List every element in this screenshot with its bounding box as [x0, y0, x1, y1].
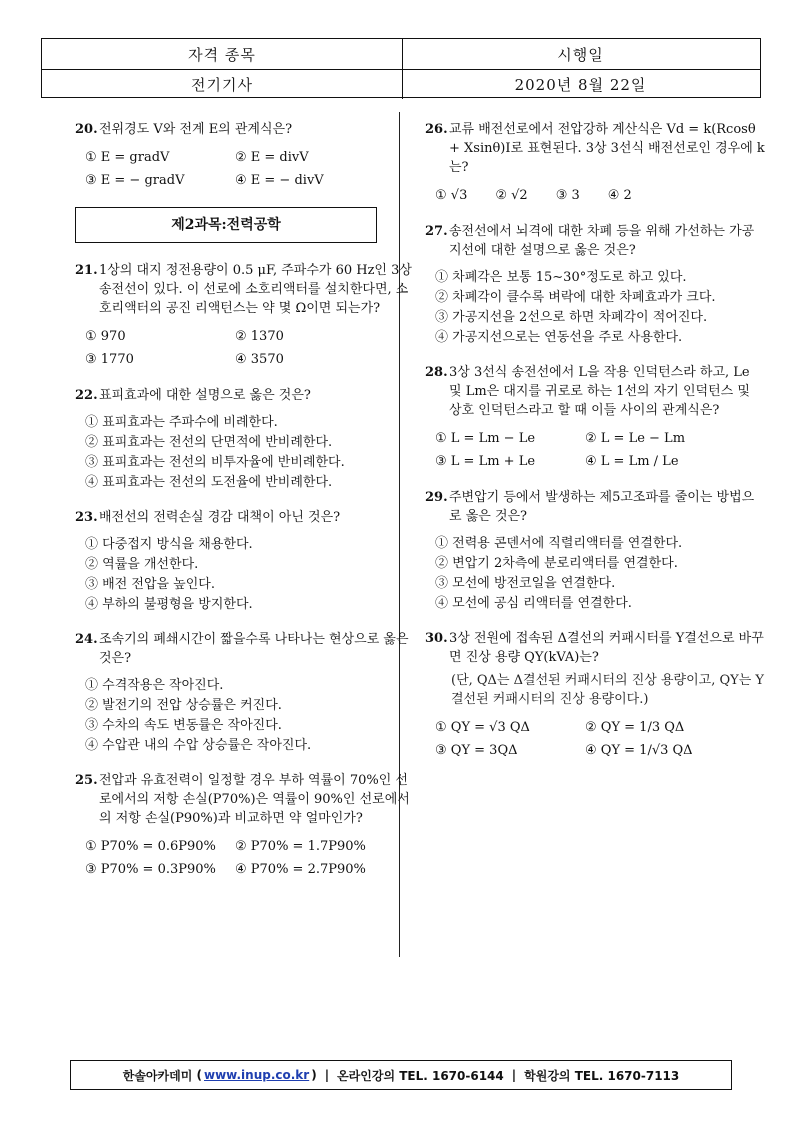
answer-option[interactable]: ③ 모선에 방전코일을 연결한다. [435, 576, 616, 591]
answer-options [425, 185, 765, 206]
left-column [75, 120, 415, 896]
question-stem [75, 120, 415, 139]
answer-option[interactable]: ② 표피효과는 전선의 단면적에 반비례한다. [85, 435, 333, 450]
question-text: 교류 배전선로에서 전압강하 계산식은 Vd = k(Rcosθ + Xsinθ)I로 표현된다. 3상 3선식 배전선로인 경우에 k는? [449, 122, 765, 175]
answer-option[interactable]: ④ 3570 [235, 352, 284, 367]
question-number: 25. [75, 773, 98, 788]
answer-option[interactable]: ① 다중접지 방식을 채용한다. [85, 537, 253, 552]
answer-option[interactable]: ③ 표피효과는 전선의 비투자율에 반비례한다. [85, 455, 345, 470]
answer-option[interactable]: ③ E = − gradV [85, 173, 185, 188]
answer-options [75, 836, 415, 880]
question-27 [425, 222, 765, 347]
question-stem [425, 363, 765, 420]
answer-option[interactable]: ③ 수차의 속도 변동률은 작아진다. [85, 718, 282, 733]
answer-option[interactable]: ② 변압기 2차측에 분로리액터를 연결한다. [435, 556, 678, 571]
subject-value: 전기기사 [42, 69, 403, 99]
question-text: 송전선에서 뇌격에 대한 차폐 등을 위해 가선하는 가공지선에 대한 설명으로 옳은 것은? [449, 224, 755, 258]
answer-option[interactable]: ② QY = 1/3 QΔ [585, 720, 685, 735]
answer-option[interactable]: ② P70% = 1.7P90% [235, 839, 366, 854]
question-26 [425, 120, 765, 206]
question-number: 22. [75, 388, 98, 403]
answer-option[interactable]: ① √3 [435, 188, 468, 203]
answer-option[interactable]: ① P70% = 0.6P90% [85, 839, 216, 854]
question-text: 전압과 유효전력이 일정할 경우 부하 역률이 70%인 선로에서의 저항 손실(P70%)은 역률이 90%인 선로에서의 저항 손실(P90%)과 비교하면 약 얼마인가? [99, 773, 410, 826]
answer-option[interactable]: ③ 3 [555, 188, 580, 203]
answer-option[interactable]: ③ 1770 [85, 352, 134, 367]
question-25 [75, 771, 415, 880]
answer-option[interactable]: ④ 가공지선으로는 연동선을 주로 사용한다. [435, 330, 683, 345]
question-22 [75, 386, 415, 492]
answer-option[interactable]: ③ 배전 전압을 높인다. [85, 577, 215, 592]
answer-option[interactable]: ④ 2 [607, 188, 632, 203]
question-29 [425, 488, 765, 613]
question-number: 30. [425, 631, 448, 646]
answer-option[interactable]: ④ P70% = 2.7P90% [235, 862, 366, 877]
question-30 [425, 629, 765, 761]
answer-options [75, 326, 415, 370]
question-number: 21. [75, 263, 98, 278]
question-stem [75, 386, 415, 405]
question-stem [75, 630, 415, 668]
answer-option[interactable]: ② 차폐각이 클수록 벼락에 대한 차폐효과가 크다. [435, 290, 716, 305]
answer-options [425, 268, 765, 347]
header-row-values [42, 69, 760, 99]
answer-options [425, 428, 765, 472]
question-23 [75, 508, 415, 614]
answer-option[interactable]: ④ 부하의 불평형을 방지한다. [85, 597, 253, 612]
subject-label: 자격 종목 [42, 39, 403, 69]
question-stem [75, 261, 415, 318]
question-number: 24. [75, 632, 98, 647]
answer-options [75, 535, 415, 614]
question-20 [75, 120, 415, 191]
footer-academy: 한솔아카데미 [122, 1068, 193, 1083]
question-number: 28. [425, 365, 448, 380]
question-number: 20. [75, 122, 98, 137]
answer-option[interactable]: ① 차폐각은 보통 15∼30°정도로 하고 있다. [435, 270, 687, 285]
footer-url-link[interactable]: www.inup.co.kr [203, 1068, 310, 1082]
answer-option[interactable]: ② E = divV [235, 150, 309, 165]
date-value: 2020년 8월 22일 [514, 75, 647, 94]
answer-options [75, 676, 415, 755]
answer-option[interactable]: ① 표피효과는 주파수에 비례한다. [85, 415, 278, 430]
question-28 [425, 363, 765, 472]
answer-options [425, 534, 765, 613]
question-stem [75, 508, 415, 527]
question-stem [425, 488, 765, 526]
question-text: 1상의 대지 정전용량이 0.5 μF, 주파수가 60 Hz인 3상 송전선이 있다. 이 선로에 소호리액터를 설치한다면, 소호리액터의 공진 리액턴스는 약 몇 Ω이면 되는가? [99, 263, 412, 316]
answer-option[interactable]: ④ E = − divV [235, 173, 324, 188]
answer-option[interactable]: ③ 가공지선을 2선으로 하면 차폐각이 적어진다. [435, 310, 708, 325]
section-title: 제2과목:전력공학 [75, 207, 377, 243]
question-stem [425, 629, 765, 667]
answer-option[interactable]: ④ L = Lm / Le [585, 454, 679, 469]
exam-header [41, 38, 761, 98]
answer-option[interactable]: ② 발전기의 전압 상승률은 커진다. [85, 698, 282, 713]
answer-option[interactable]: ③ QY = 3QΔ [435, 743, 518, 758]
answer-option[interactable]: ① 전력용 콘덴서에 직렬리액터를 연결한다. [435, 536, 683, 551]
question-note: (단, QΔ는 Δ결선된 커패시터의 진상 용량이고, QY는 Y결선된 커패시터의 진상 용량이다.) [451, 673, 765, 707]
answer-options [75, 413, 415, 492]
question-stem [75, 771, 415, 828]
question-text: 배전선의 전력손실 경감 대책이 아닌 것은? [99, 510, 341, 525]
answer-option[interactable]: ② 1370 [235, 329, 284, 344]
question-21 [75, 261, 415, 370]
answer-option[interactable]: ④ 모선에 공심 리액터를 연결한다. [435, 596, 632, 611]
answer-option[interactable]: ① 970 [85, 329, 126, 344]
question-number: 23. [75, 510, 98, 525]
question-number: 29. [425, 490, 448, 505]
answer-option[interactable]: ① E = gradV [85, 150, 170, 165]
answer-option[interactable]: ② L = Le − Lm [585, 431, 686, 446]
footer-bar: 한솔아카데미 ( www.inup.co.kr ) | 온라인강의 TEL. 1670-6144 | 학원강의 TEL. 1670-7113 [70, 1060, 732, 1090]
question-number: 26. [425, 122, 448, 137]
answer-option[interactable]: ③ P70% = 0.3P90% [85, 862, 216, 877]
answer-option[interactable]: ④ 표피효과는 전선의 도전율에 반비례한다. [85, 475, 333, 490]
answer-option[interactable]: ① 수격작용은 작아진다. [85, 678, 224, 693]
answer-option[interactable]: ① QY = √3 QΔ [435, 720, 530, 735]
answer-option[interactable]: ② 역률을 개선한다. [85, 557, 199, 572]
question-text: 표피효과에 대한 설명으로 옳은 것은? [99, 388, 311, 403]
right-column [425, 120, 765, 777]
footer-offline-phone: 학원강의 TEL. 1670-7113 [524, 1068, 680, 1083]
question-text: 주변압기 등에서 발생하는 제5고조파를 줄이는 방법으로 옳은 것은? [449, 490, 755, 524]
question-text: 전위경도 V와 전계 E의 관계식은? [99, 122, 293, 137]
footer-online-phone: 온라인강의 TEL. 1670-6144 [337, 1068, 504, 1083]
question-24 [75, 630, 415, 755]
answer-option[interactable]: ① L = Lm − Le [435, 431, 536, 446]
question-stem [425, 120, 765, 177]
question-text: 조속기의 폐쇄시간이 짧을수록 나타나는 현상으로 옳은 것은? [99, 632, 409, 666]
question-stem [425, 222, 765, 260]
answer-option[interactable]: ③ L = Lm + Le [435, 454, 536, 469]
question-text: 3상 전원에 접속된 Δ결선의 커패시터를 Y결선으로 바꾸면 진상 용량 QY(kVA)는? [449, 631, 764, 665]
question-text: 3상 3선식 송전선에서 L을 작용 인덕턴스라 하고, Le 및 Lm은 대지를 귀로로 하는 1선의 자기 인덕턴스 및 상호 인덕턴스라고 할 때 이들 사이의 관계식은? [449, 365, 750, 418]
answer-option[interactable]: ② √2 [495, 188, 528, 203]
answer-option[interactable]: ④ QY = 1/√3 QΔ [585, 743, 693, 758]
date-label: 시행일 [557, 45, 604, 64]
answer-options [75, 147, 415, 191]
header-row-labels [42, 39, 760, 70]
question-number: 27. [425, 224, 448, 239]
answer-options [425, 717, 765, 761]
answer-option[interactable]: ④ 수압관 내의 수압 상승률은 작아진다. [85, 738, 312, 753]
